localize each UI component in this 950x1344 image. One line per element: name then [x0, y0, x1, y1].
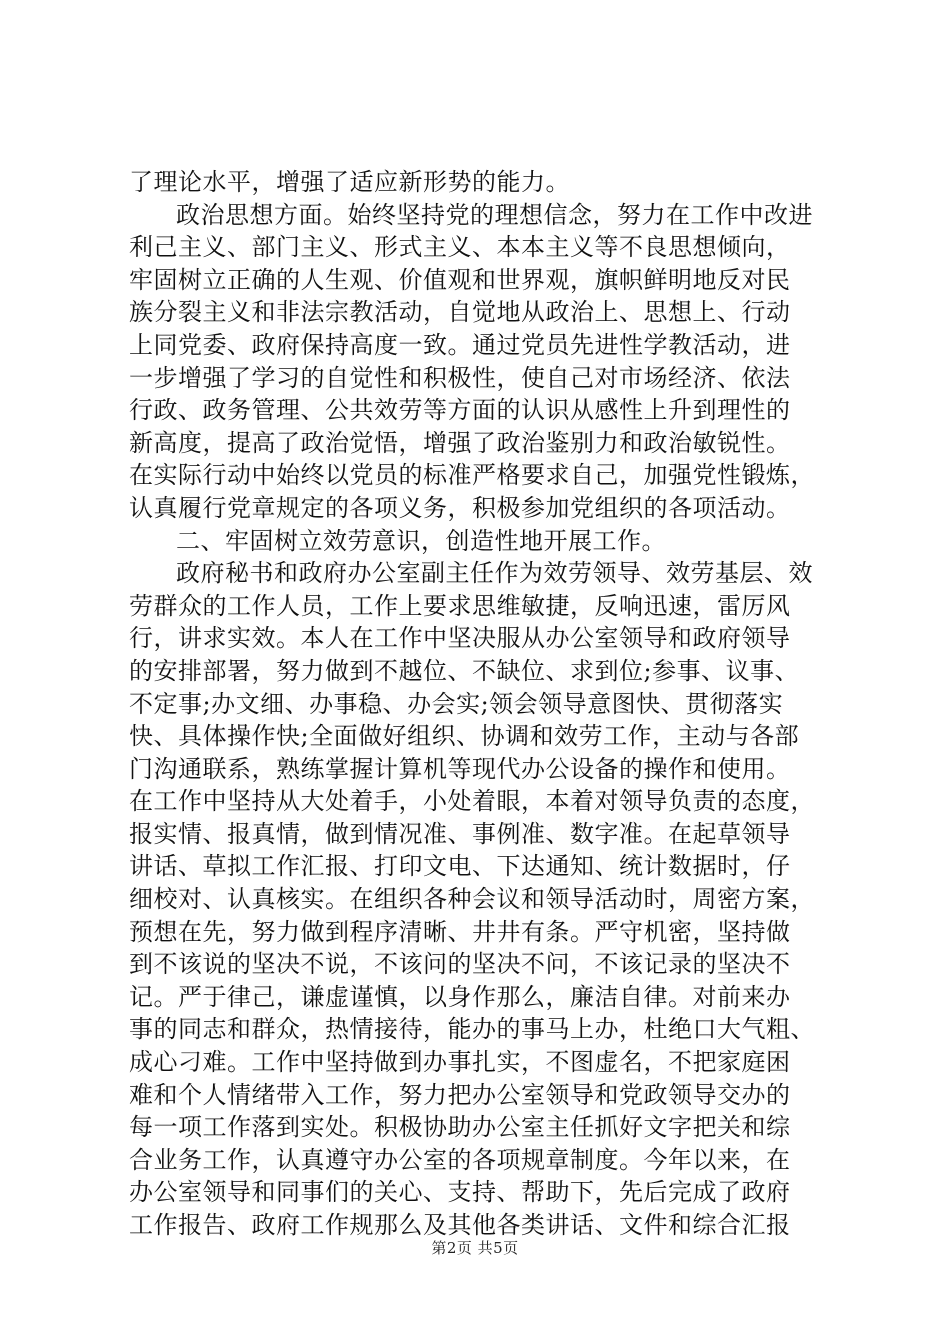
text-line: 成心刁难。工作中坚持做到办事扎实，不图虚名，不把家庭困 [129, 1048, 791, 1077]
text-line: 不定事;办文细、办事稳、办会实;领会领导意图快、贯彻落实 [129, 689, 784, 718]
text-line: 牢固树立正确的人生观、价值观和世界观，旗帜鲜明地反对民 [129, 265, 791, 294]
page-number-footer: 第2页 共5页 [431, 1239, 519, 1257]
text-line: 预想在先，努力做到程序清晰、井井有条。严守机密，坚持做 [129, 917, 791, 946]
text-line: 记。严于律己，谦虚谨慎，以身作那么，廉洁自律。对前来办 [129, 982, 791, 1011]
text-line: 报实情、报真情，做到情况准、事例准、数字准。在起草领导 [129, 819, 791, 848]
text-line: 工作报告、政府工作规那么及其他各类讲话、文件和综合汇报 [129, 1211, 791, 1239]
text-line: 在实际行动中始终以党员的标准严格要求自己，加强党性锻炼， [129, 461, 815, 490]
text-line: 政府秘书和政府办公室副主任作为效劳领导、效劳基层、效 [176, 559, 813, 588]
text-line: 讲话、草拟工作汇报、打印文电、下达通知、统计数据时，仔 [129, 852, 791, 881]
text-line: 认真履行党章规定的各项义务，积极参加党组织的各项活动。 [129, 493, 791, 522]
text-line: 难和个人情绪带入工作，努力把办公室领导和党政领导交办的 [129, 1080, 791, 1109]
text-line: 细校对、认真核实。在组织各种会议和领导活动时，周密方案， [129, 885, 815, 914]
text-line: 了理论水平，增强了适应新形势的能力。 [129, 168, 570, 196]
text-line: 门沟通联系，熟练掌握计算机等现代办公设备的操作和使用。 [129, 754, 791, 783]
text-line: 快、具体操作快;全面做好组织、协调和效劳工作，主动与各部 [129, 722, 800, 751]
text-line: 在工作中坚持从大处着手，小处着眼，本着对领导负责的态度， [129, 787, 815, 816]
text-line: 办公室领导和同事们的关心、支持、帮助下，先后完成了政府 [129, 1178, 791, 1207]
text-line: 一步增强了学习的自觉性和积极性，使自己对市场经济、依法 [129, 363, 791, 392]
text-line: 新高度，提高了政治觉悟，增强了政治鉴别力和政治敏锐性。 [129, 428, 791, 457]
text-line: 行政、政务管理、公共效劳等方面的认识从感性上升到理性的 [129, 396, 791, 425]
text-line: 劳群众的工作人员，工作上要求思维敏捷，反响迅速，雷厉风 [129, 591, 791, 620]
text-line: 到不该说的坚决不说，不该问的坚决不问，不该记录的坚决不 [129, 950, 791, 979]
text-line: 政治思想方面。始终坚持党的理想信念，努力在工作中改进 [176, 200, 813, 229]
text-line: 每一项工作落到实处。积极协助办公室主任抓好文字把关和综 [129, 1113, 791, 1142]
document-body [129, 166, 829, 1242]
text-line: 族分裂主义和非法宗教活动，自觉地从政治上、思想上、行动 [129, 298, 791, 327]
text-line: 上同党委、政府保持高度一致。通过党员先进性学教活动，进 [129, 330, 791, 359]
text-line: 二、牢固树立效劳意识，创造性地开展工作。 [176, 526, 666, 555]
text-line: 利己主义、部门主义、形式主义、本本主义等不良思想倾向， [129, 233, 791, 262]
text-line: 合业务工作，认真遵守办公室的各项规章制度。今年以来，在 [129, 1145, 791, 1174]
text-line: 行，讲求实效。本人在工作中坚决服从办公室领导和政府领导 [129, 624, 791, 653]
text-line: 事的同志和群众，热情接待，能办的事马上办，杜绝口大气粗、 [129, 1015, 815, 1044]
text-line: 的安排部署，努力做到不越位、不缺位、求到位;参事、议事、 [129, 656, 800, 685]
